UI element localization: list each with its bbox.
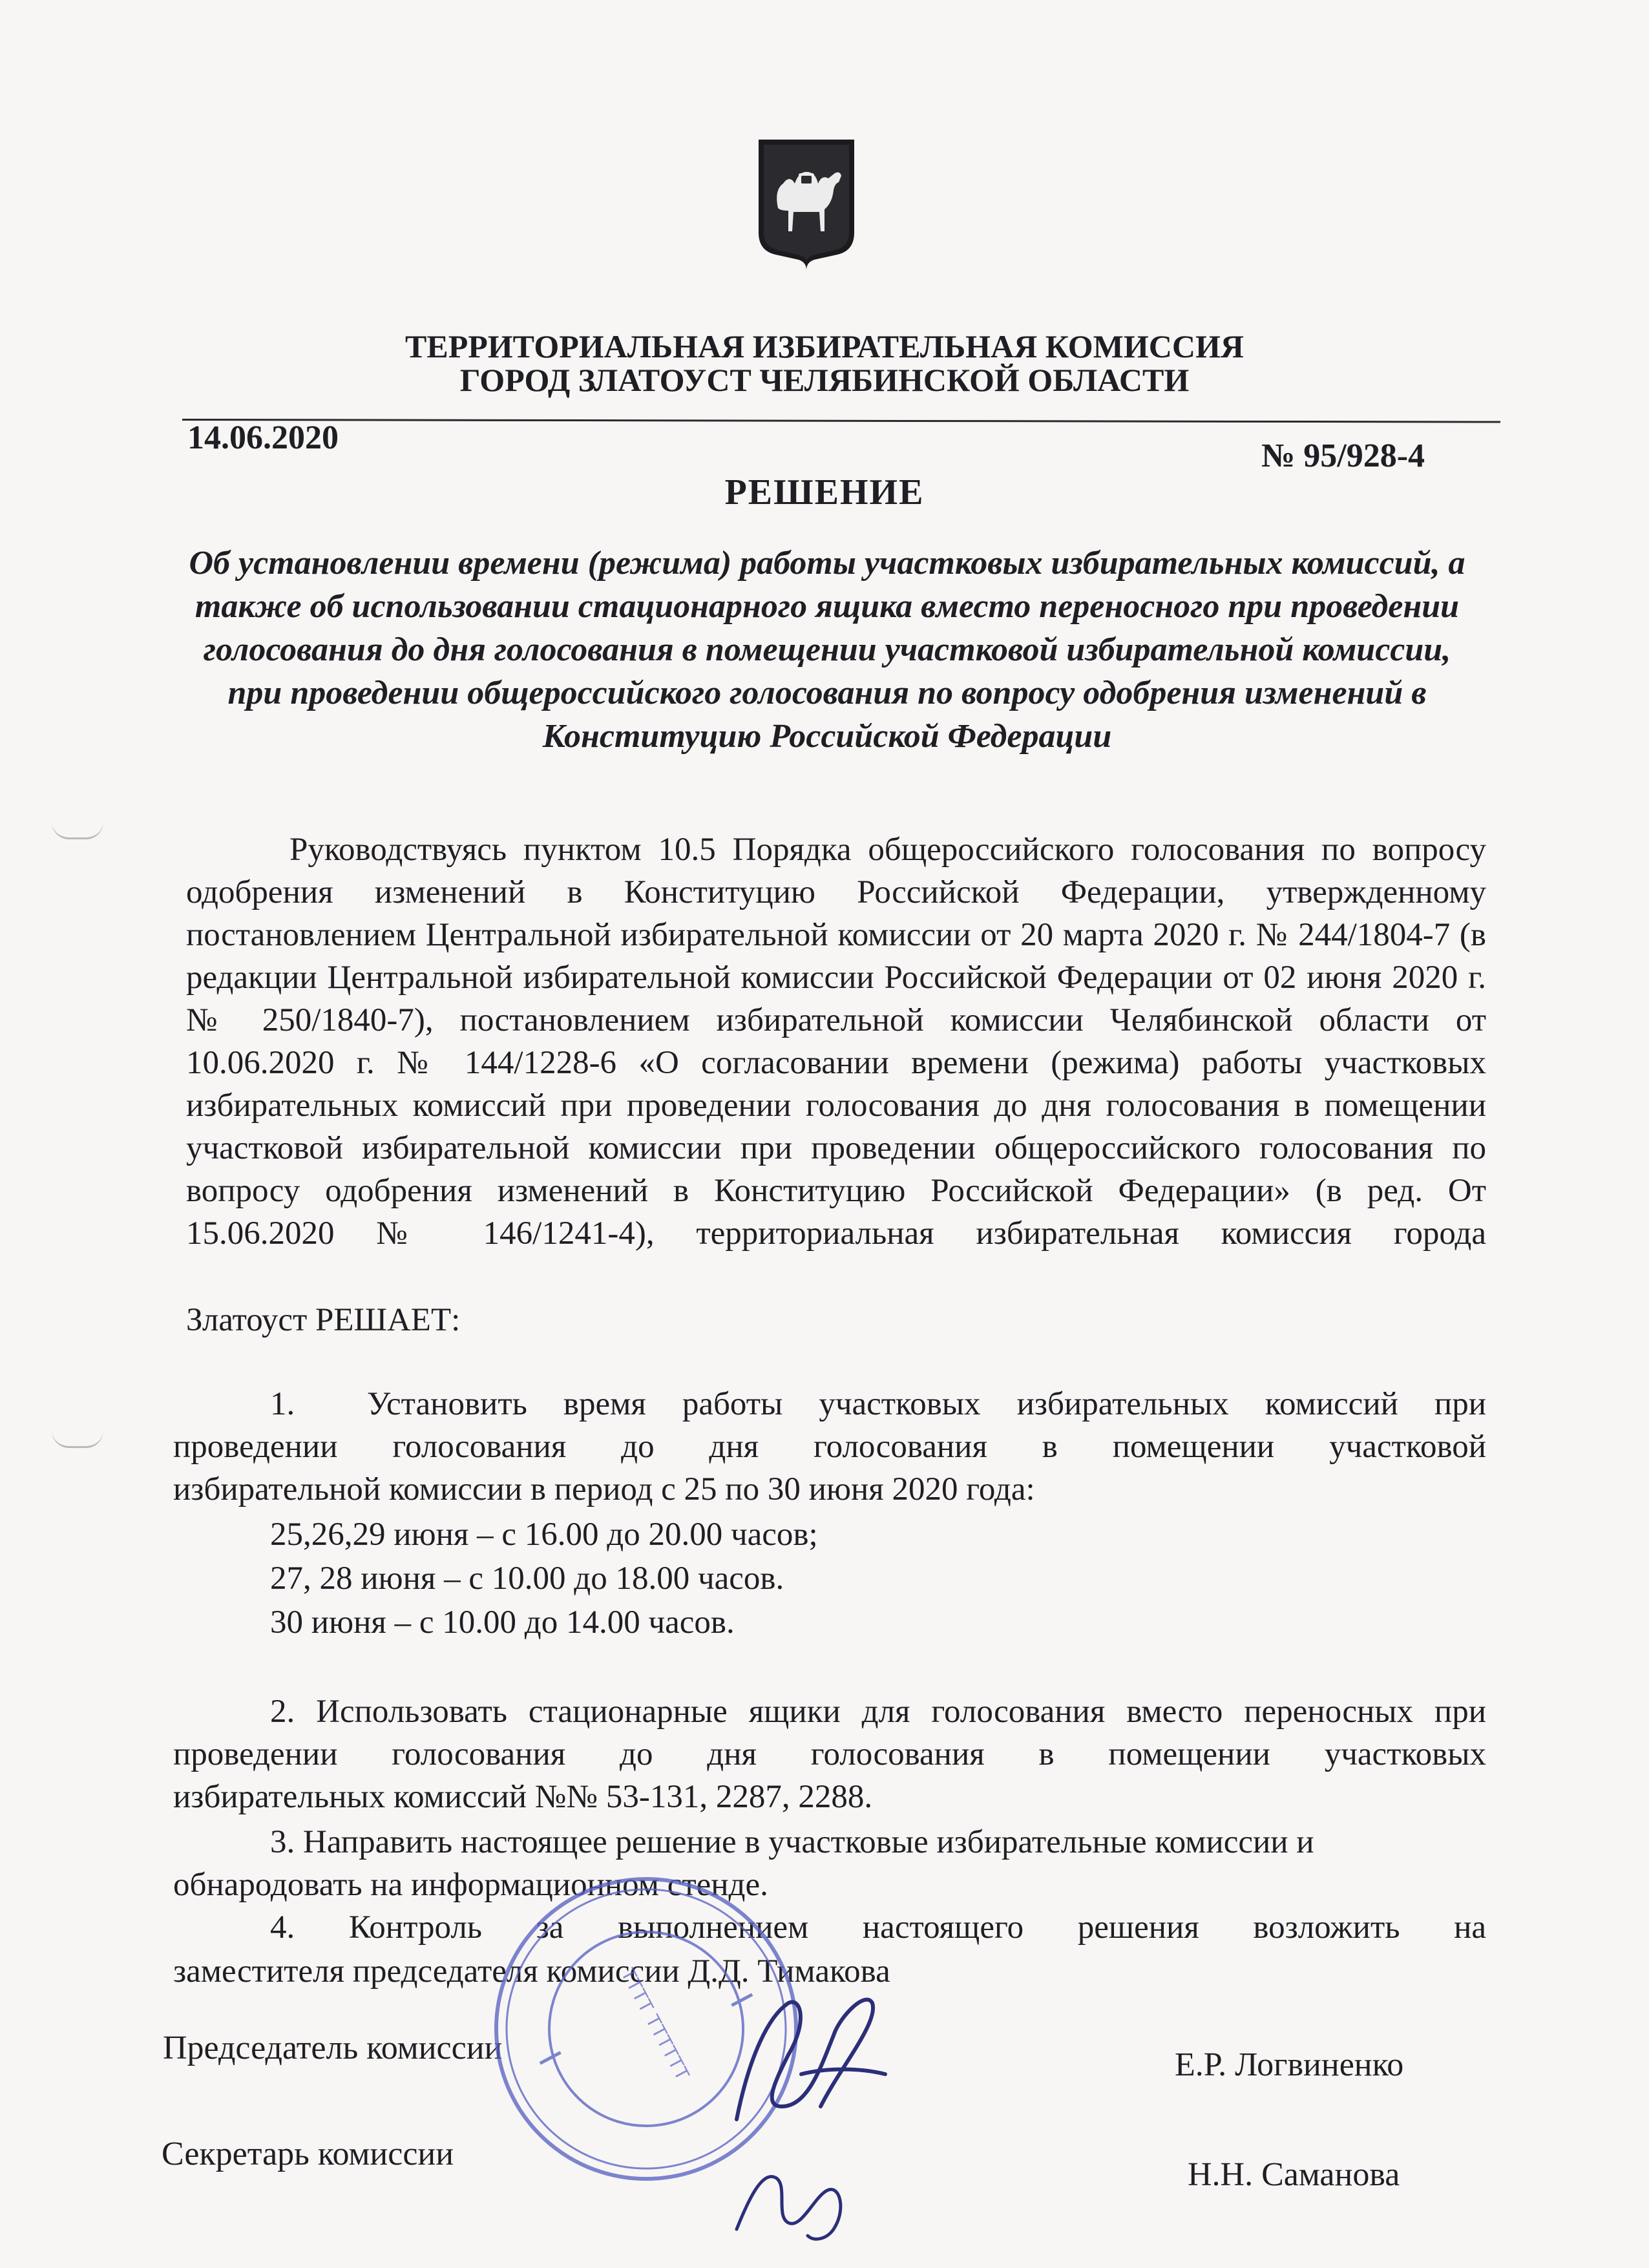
document-number: № 95/928-4 — [1261, 437, 1425, 474]
secretary-role: Секретарь комиссии — [162, 2136, 454, 2172]
chairman-name: Е.Р. Логвиненко — [1175, 2046, 1404, 2083]
coat-of-arms-emblem — [755, 136, 858, 271]
item-3-text: 3. Направить настоящее решение в участковые избирательные комиссии и — [270, 1824, 1314, 1860]
schedule-line: 25,26,29 июня – с 16.00 до 20.00 часов; — [270, 1517, 818, 1553]
item-1-text: Установить время работы участковых избирательных комиссий при проведении голосования до дня голосования в помещении участковой — [173, 1386, 1486, 1465]
item-2-text-end: избирательных комиссий №№ 53-131, 2287, 2288. — [173, 1779, 873, 1815]
chairman-role: Председатель комиссии — [163, 2030, 503, 2066]
schedule-line: 30 июня – с 10.00 до 14.00 часов. — [270, 1604, 735, 1641]
schedule-line: 27, 28 июня – с 10.00 до 18.00 часов. — [270, 1560, 784, 1597]
preamble-closing-line: Златоуст РЕШАЕТ: — [186, 1302, 461, 1338]
item-4-text: 4. Контроль за выполнением настоящего решения возложить на — [270, 1909, 1486, 1946]
punch-hole-mark — [52, 822, 103, 839]
header-divider — [182, 419, 1500, 423]
document-date: 14.06.2020 — [187, 419, 339, 456]
organization-name-line2: ГОРОД ЗЛАТОУСТ ЧЕЛЯБИНСКОЙ ОБЛАСТИ — [459, 362, 1190, 398]
organization-name-line1: ТЕРРИТОРИАЛЬНАЯ ИЗБИРАТЕЛЬНАЯ КОМИССИЯ — [405, 328, 1244, 364]
document-title: РЕШЕНИЕ — [724, 472, 925, 512]
svg-text:ТТТТ ТТТТТТ: ТТТТ ТТТТТТ — [616, 1964, 694, 2084]
item-1-number: 1. — [270, 1386, 295, 1422]
item-1-text-end: избирательной комиссии в период с 25 по 30 июня 2020 года: — [173, 1471, 1035, 1507]
chairman-signature — [711, 1977, 905, 2145]
decision-subject: Об установлении времени (режима) работы участковых избирательных комиссий, а также об использовании стационарного ящика вместо переносного при проведении голосования до дня голосования в помещении участковой избирательной комиссии, при проведении общероссийского голосования по вопросу одобрения изменений в Конституцию Российской Федерации — [189, 545, 1465, 755]
secretary-signature — [717, 2132, 872, 2262]
secretary-name: Н.Н. Саманова — [1188, 2156, 1400, 2193]
preamble-paragraph: Руководствуясь пунктом 10.5 Порядка общероссийского голосования по вопросу одобрения изменений в Конституцию Российской Федерации, утвержденному постановлением Центральной избирательной комиссии от 20 марта 2020 г. № 244/1804-7 (в редакции Центральной избирательной комиссии Российской Федерации от 02 июня 2020 г. № 250/1840-7), постановлением избирательной комиссии Челябинской области от 10.06.2020 г. № 144/1228-6 «О согласовании времени (режима) работы участковых избирательных комиссий при проведении голосования до дня голосования в помещении участковой избирательной комиссии при проведении общероссийского голосования по вопросу одобрения изменений в Конституцию Российской Федерации» (в ред. От 15.06.2020 № 146/1241-4), территориальная избирательная комиссия города — [186, 832, 1486, 1252]
punch-hole-mark — [52, 1431, 103, 1448]
item-4-text-end: заместителя председателя комиссии Д.Д. Тимакова — [173, 1953, 890, 1990]
item-3-text-end: обнародовать на информационном стенде. — [173, 1867, 768, 1903]
item-2-text: 2. Использовать стационарные ящики для голосования вместо переносных при проведении голосования до дня голосования в помещении участковых — [173, 1694, 1486, 1772]
